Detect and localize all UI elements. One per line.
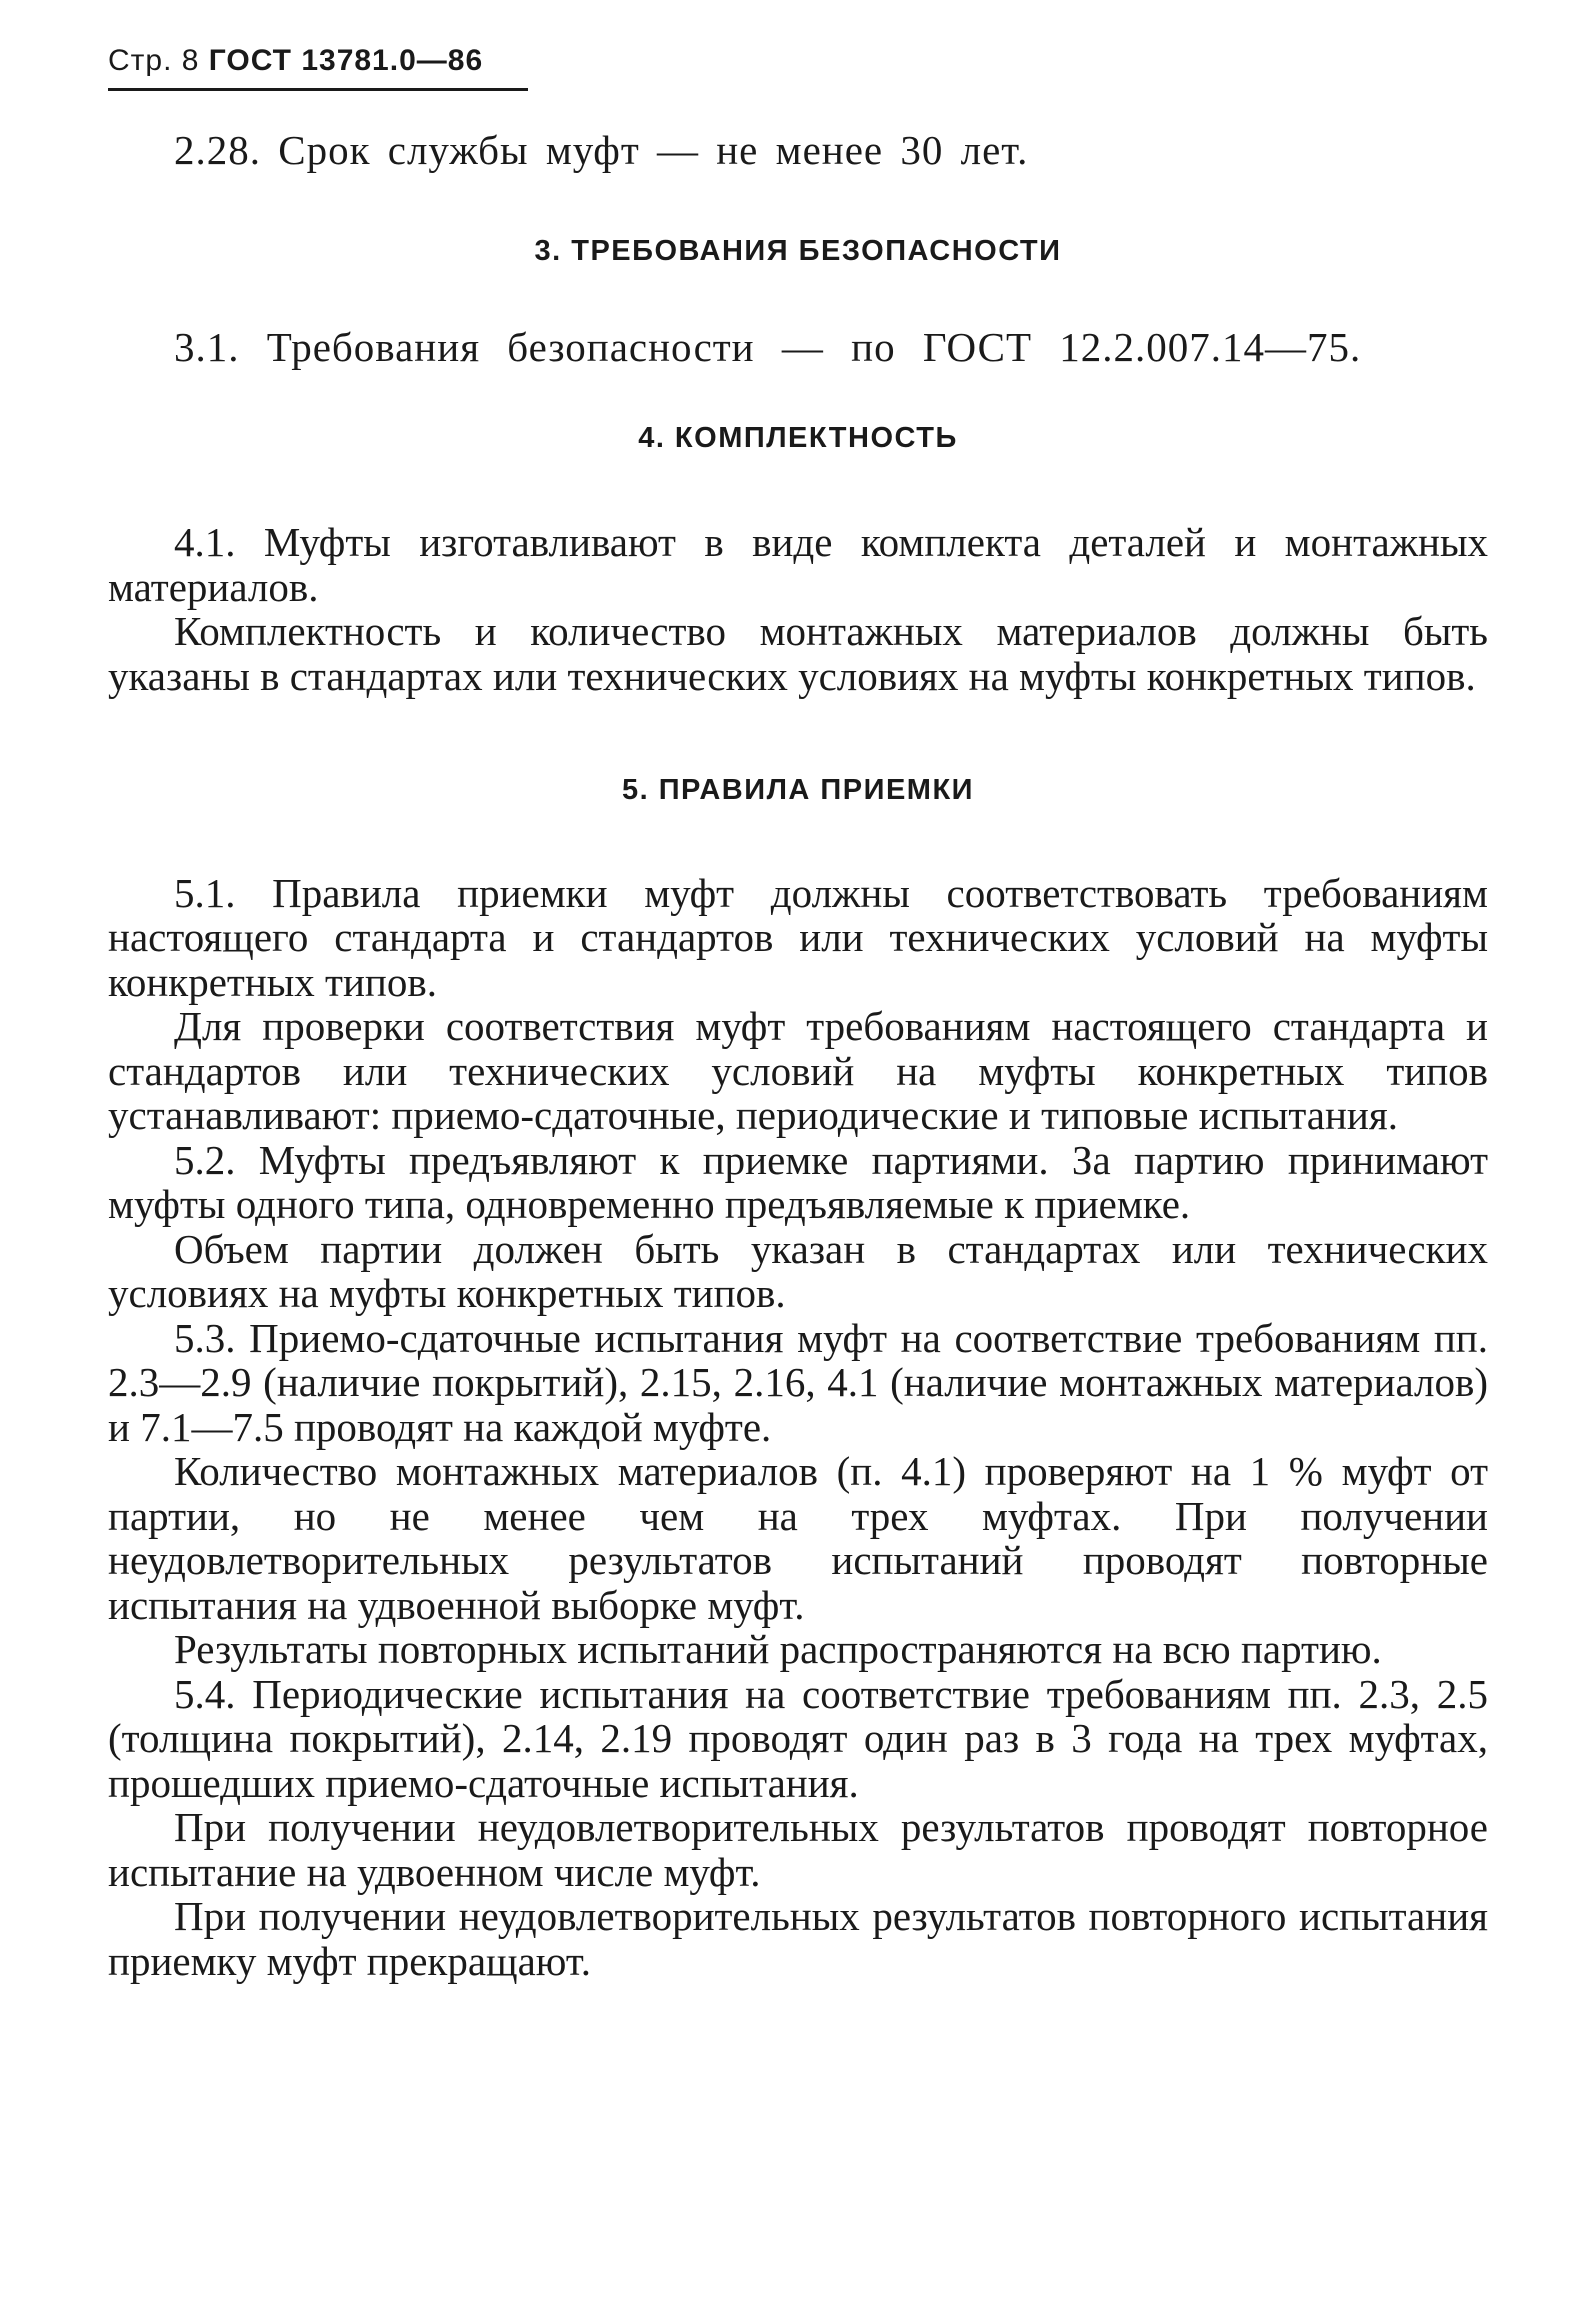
clause-5-3-para3: Результаты повторных испытаний распространяются на всю партию.	[174, 1626, 1382, 1672]
page-number: Стр. 8	[108, 44, 200, 77]
clause-5-3-para2: Количество монтажных материалов (п. 4.1) проверяют на 1 % муфт от партии, но не менее чем на трех муфтах. При получении неудовлетворительных результатов испытаний проводят повторные испытания на удвоенной выборке муфт.	[108, 1448, 1488, 1628]
clause-5-4-para3: При получении неудовлетворительных результатов повторного испытания приемку муфт прекращают.	[108, 1893, 1488, 1984]
standard-designation: ГОСТ 13781.0—86	[208, 44, 484, 77]
document-body	[108, 128, 1488, 1983]
section-5-heading: 5. ПРАВИЛА ПРИЕМКИ	[621, 774, 975, 806]
clause-4-1-para2: Комплектность и количество монтажных материалов должны быть указаны в стандартах или технических условиях на муфты конкретных типов.	[108, 608, 1488, 699]
clause-2-28: 2.28. Срок службы муфт — не менее 30 лет.	[174, 127, 1029, 173]
clause-5-2-para2: Объем партии должен быть указан в стандартах или технических условиях на муфты конкретных типов.	[108, 1225, 1488, 1316]
clause-4-1: 4.1. Муфты изготавливают в виде комплекта деталей и монтажных материалов.	[108, 519, 1488, 610]
clause-5-4: 5.4. Периодические испытания на соответствие требованиям пп. 2.3, 2.5 (толщина покрытий), 2.14, 2.19 проводят один раз в 3 года на трех муфтах, прошедших приемо-сдаточные испытания.	[108, 1670, 1488, 1806]
clause-5-1-para2: Для проверки соответствия муфт требованиям настоящего стандарта и стандартов или технических условий на муфты конкретных типов устанавливают: приемо-сдаточные, периодические и типовые испытания.	[108, 1003, 1488, 1138]
clause-5-1: 5.1. Правила приемки муфт должны соответствовать требованиям настоящего стандарта и стандартов или технических условий на муфты конкретных типов.	[108, 869, 1488, 1005]
section-3-heading: 3. ТРЕБОВАНИЯ БЕЗОПАСНОСТИ	[534, 234, 1062, 267]
clause-5-3: 5.3. Приемо-сдаточные испытания муфт на соответствие требованиям пп. 2.3—2.9 (наличие покрытий), 2.15, 2.16, 4.1 (наличие монтажных материалов) и 7.1—7.5 проводят на каждой муфте.	[108, 1314, 1488, 1450]
clause-3-1: 3.1. Требования безопасности — по ГОСТ 12.2.007.14—75.	[174, 324, 1362, 370]
section-4-heading: 4. КОМПЛЕКТНОСТЬ	[638, 421, 958, 454]
page-header	[108, 44, 528, 91]
clause-5-2: 5.2. Муфты предъявляют к приемке партиями. За партию принимают муфты одного типа, одновременно предъявляемые к приемке.	[108, 1136, 1488, 1227]
clause-5-4-para2: При получении неудовлетворительных результатов проводят повторное испытание на удвоенном числе муфт.	[108, 1804, 1488, 1895]
